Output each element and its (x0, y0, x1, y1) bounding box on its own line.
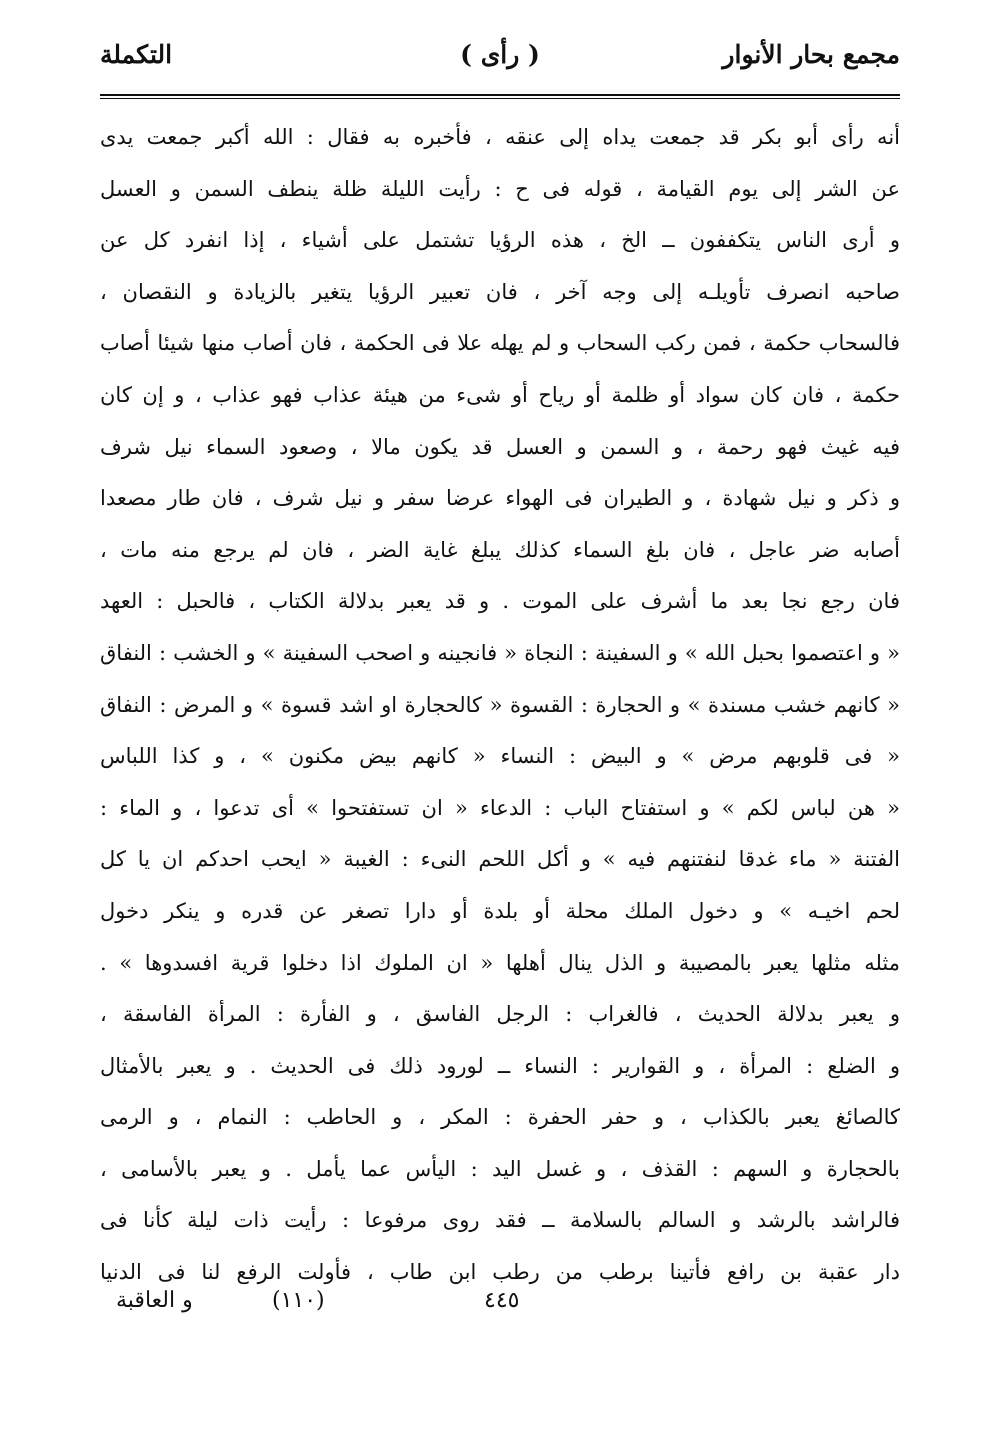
text-line: و الضلع : المرأة ، و القوارير : النساء ــ لورود ذلك فى الحديث . و يعبر بالأمثال (100, 1053, 900, 1078)
entry-word: ( رأى ) (460, 40, 540, 69)
header-rule-thin (100, 98, 900, 99)
section-title: التكملة (100, 40, 173, 69)
text-line: و أرى الناس يتكففون ــ الخ ، هذه الرؤيا تشتمل على أشياء ، إذا انفرد كل عن (100, 228, 900, 253)
body-text (100, 112, 900, 1299)
catchword: و العاقبة (116, 1288, 193, 1313)
text-line: مثله مثلها يعبر بالمصيبة و الذل ينال أهلها « ان الملوك اذا دخلوا قرية افسدوها » . (100, 950, 900, 975)
page-footer (100, 1288, 900, 1328)
text-line: « كانهم خشب مسندة » و الحجارة : القسوة « كالحجارة او اشد قسوة » و المرض : النفاق (100, 692, 900, 717)
running-title: مجمع بحار الأنوار (722, 40, 900, 69)
text-line: أصابه ضر عاجل ، فان بلغ السماء كذلك يبلغ غاية الضر ، فان لم يرجع منه مات ، (100, 537, 900, 562)
text-line: بالحجارة و السهم : القذف ، و غسل اليد : اليأس عما يأمل . و يعبر بالأسامى ، (100, 1156, 900, 1181)
text-line: صاحبه انصرف تأويلـه إلى وجه آخر ، فان تعبير الرؤيا يتغير بالزيادة و النقصان ، (100, 279, 900, 304)
text-line: لحم اخيـه » و دخول الملك محلة أو بلدة أو دارا تصغر عن قدره و ينكر دخول (100, 898, 900, 923)
text-line: أنه رأى أبو بكر قد جمعت يداه إلى عنقه ، فأخبره به فقال : الله أكبر جمعت يدى (100, 125, 900, 149)
page-header (100, 40, 900, 84)
text-line: و ذكر و نيل شهادة ، و الطيران فى الهواء عرضا سفر و نيل شرف ، فان طار مصعدا (100, 486, 900, 511)
text-line: « هن لباس لكم » و استفتاح الباب : الدعاء « ان تستفتحوا » أى تدعوا ، و الماء : (100, 795, 900, 820)
text-line: دار عقبة بن رافع فأتينا برطب من رطب ابن طاب ، فأولت الرفع لنا فى الدنيا (100, 1260, 900, 1285)
text-line: حكمة ، فان كان سواد أو ظلمة أو رياح أو شىء من هيئة عذاب فهو عذاب ، و إن كان (100, 382, 900, 407)
text-line: « و اعتصموا بحبل الله » و السفينة : النجاة « فانجينه و اصحب السفينة » و الخشب : النفاق (100, 640, 900, 665)
section-number: (١١٠) (272, 1288, 325, 1313)
text-line: فالسحاب حكمة ، فمن ركب السحاب و لم يهله علا فى الحكمة ، فان أصاب منها شيئا أصاب (100, 331, 900, 356)
text-line: فيه غيث فهو رحمة ، و السمن و العسل قد يكون مالا ، وصعود السماء نيل شرف (100, 434, 900, 459)
text-line: كالصائغ يعبر بالكذاب ، و حفر الحفرة : المكر ، و الحاطب : النمام ، و الرمى (100, 1105, 900, 1130)
text-line: الفتنة « ماء غدقا لنفتنهم فيه » و أكل اللحم النىء : الغيبة « ايحب احدكم ان يا كل (100, 847, 900, 872)
text-line: « فى قلوبهم مرض » و البيض : النساء « كانهم بيض مكنون » ، و كذا اللباس (100, 744, 900, 769)
text-line: عن الشر إلى يوم القيامة ، قوله فى ح : رأيت الليلة ظلة ينطف السمن و العسل (100, 176, 900, 201)
header-rule (100, 94, 900, 96)
text-line: و يعبر بدلالة الحديث ، فالغراب : الرجل الفاسق ، و الفأرة : المرأة الفاسقة ، (100, 1002, 900, 1027)
text-line: فان رجع نجا بعد ما أشرف على الموت . و قد يعبر بدلالة الكتاب ، فالحبل : العهد (100, 589, 900, 614)
page-number: ٤٤٥ (484, 1288, 520, 1313)
text-line: فالراشد بالرشد و السالم بالسلامة ــ فقد روى مرفوعا : رأيت ذات ليلة كأنا فى (100, 1208, 900, 1233)
